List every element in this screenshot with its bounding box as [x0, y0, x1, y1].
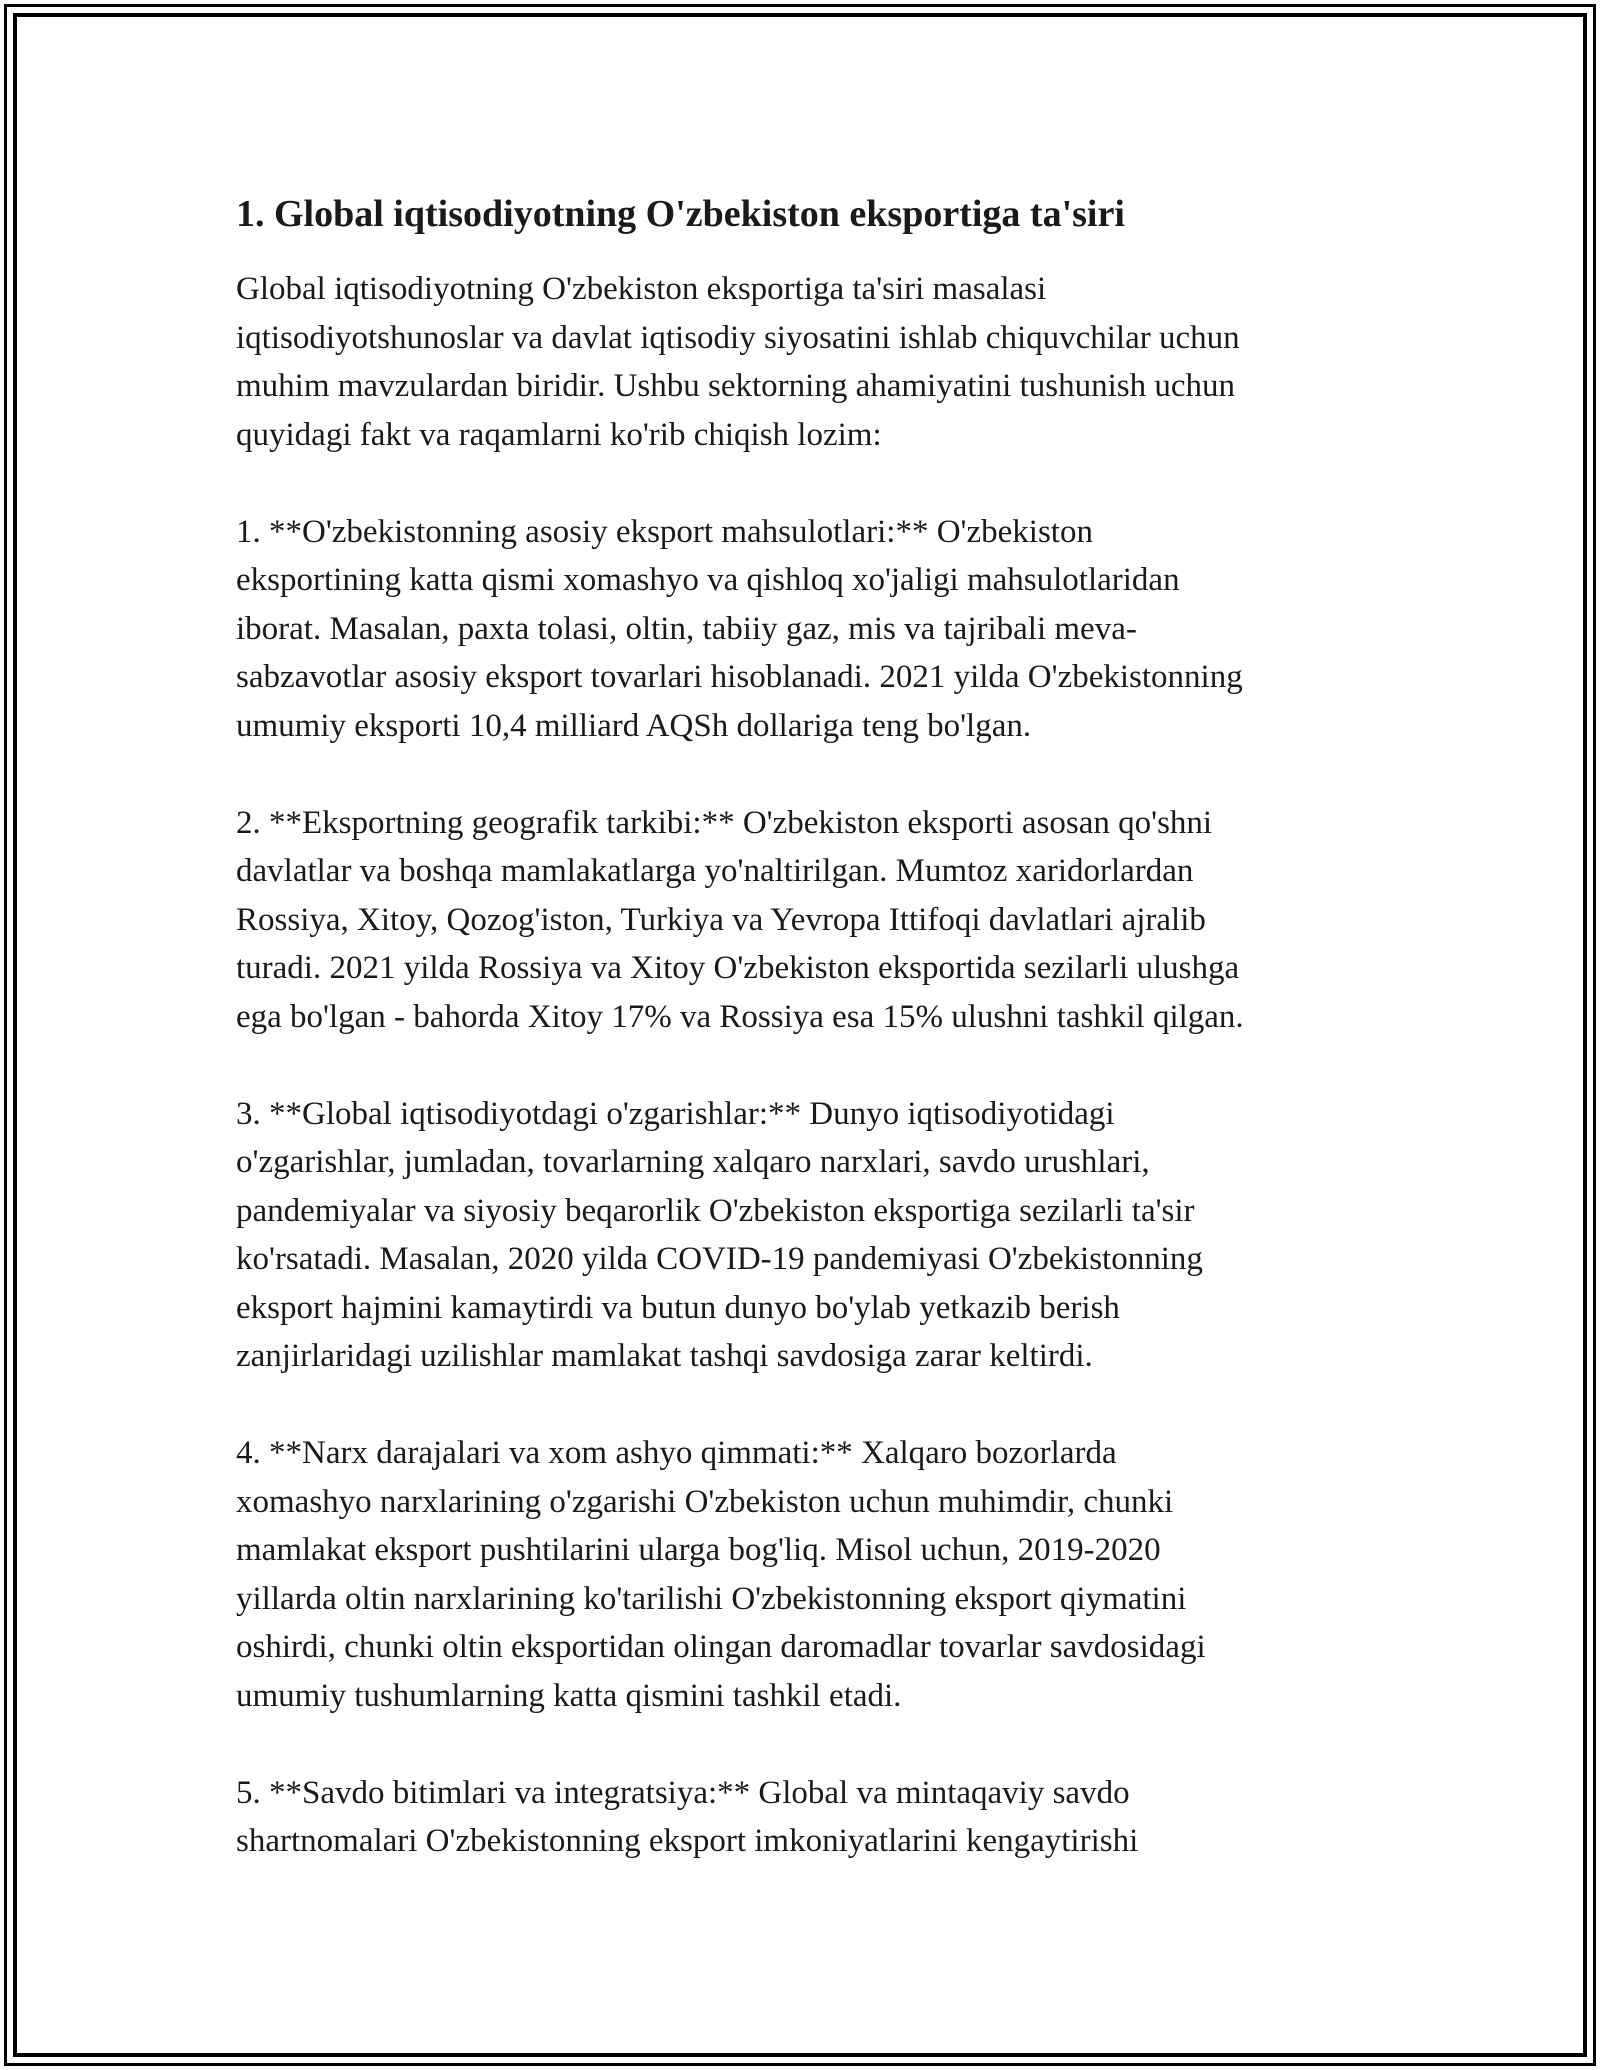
paragraph-point-3: 3. **Global iqtisodiyotdagi o'zgarishlar:** Dunyo iqtisodiyotidagi o'zgarishlar, jumladan, tovarlarning xalqaro narxlari, savdo urushlari, pandemiyalar va siyosiy beqarorlik O'zbekiston eksportiga sezilarli ta'sir ko'rsatadi. Masalan, 2020 yilda COVID-19 pandemiyasi O'zbekistonning eksport hajmini kamaytirdi va butun dunyo bo'ylab yetkazib berish zanjirlaridagi uzilishlar mamlakat tashqi savdosiga zarar keltirdi.: [236, 1095, 1203, 1374]
paragraph-point-5: 5. **Savdo bitimlari va integratsiya:** Global va mintaqaviy savdo shartnomalari O'zbekistonning eksport imkoniyatlarini kengaytirishi: [236, 1774, 1139, 1859]
document-body: [236, 185, 1386, 1914]
paragraph-point-2: 2. **Eksportning geografik tarkibi:** O'zbekiston eksporti asosan qo'shni davlatlar va boshqa mamlakatlarga yo'naltirilgan. Mumtoz xaridorlardan Rossiya, Xitoy, Qozog'iston, Turkiya va Yevropa Ittifoqi davlatlari ajralib turadi. 2021 yilda Rossiya va Xitoy O'zbekiston eksportida sezilarli ulushga ega bo'lgan - bahorda Xitoy 17% va Rossiya esa 15% ulushni tashkil qilgan.: [236, 804, 1244, 1035]
paragraph-intro: Global iqtisodiyotning O'zbekiston eksportiga ta'siri masalasi iqtisodiyotshunoslar va davlat iqtisodiy siyosatini ishlab chiquvchilar uchun muhim mavzulardan biridir. Ushbu sektorning ahamiyatini tushunish uchun quyidagi fakt va raqamlarni ko'rib chiqish lozim:: [236, 271, 1240, 453]
paragraph-point-4: 4. **Narx darajalari va xom ashyo qimmati:** Xalqaro bozorlarda xomashyo narxlarining o'zgarishi O'zbekiston uchun muhimdir, chunki mamlakat eksport pushtilarini ularga bog'liq. Misol uchun, 2019-2020 yillarda oltin narxlarining ko'tarilishi O'zbekistonning eksport qiymatini oshirdi, chunki oltin eksportidan olingan daromadlar tovarlar savdosidagi umumiy tushumlarning katta qismini tashkil etadi.: [236, 1435, 1206, 1714]
document-title: 1. Global iqtisodiyotning O'zbekiston eksportiga ta'siri: [236, 193, 1125, 235]
paragraph-point-1: 1. **O'zbekistonning asosiy eksport mahsulotlari:** O'zbekiston eksportining katta qismi xomashyo va qishloq xo'jaligi mahsulotlaridan iborat. Masalan, paxta tolasi, oltin, tabiiy gaz, mis va tajribali meva- sabzavotlar asosiy eksport tovarlari hisoblanadi. 2021 yilda O'zbekistonning umumiy eksporti 10,4 milliard AQSh dollariga teng bo'lgan.: [236, 513, 1243, 744]
